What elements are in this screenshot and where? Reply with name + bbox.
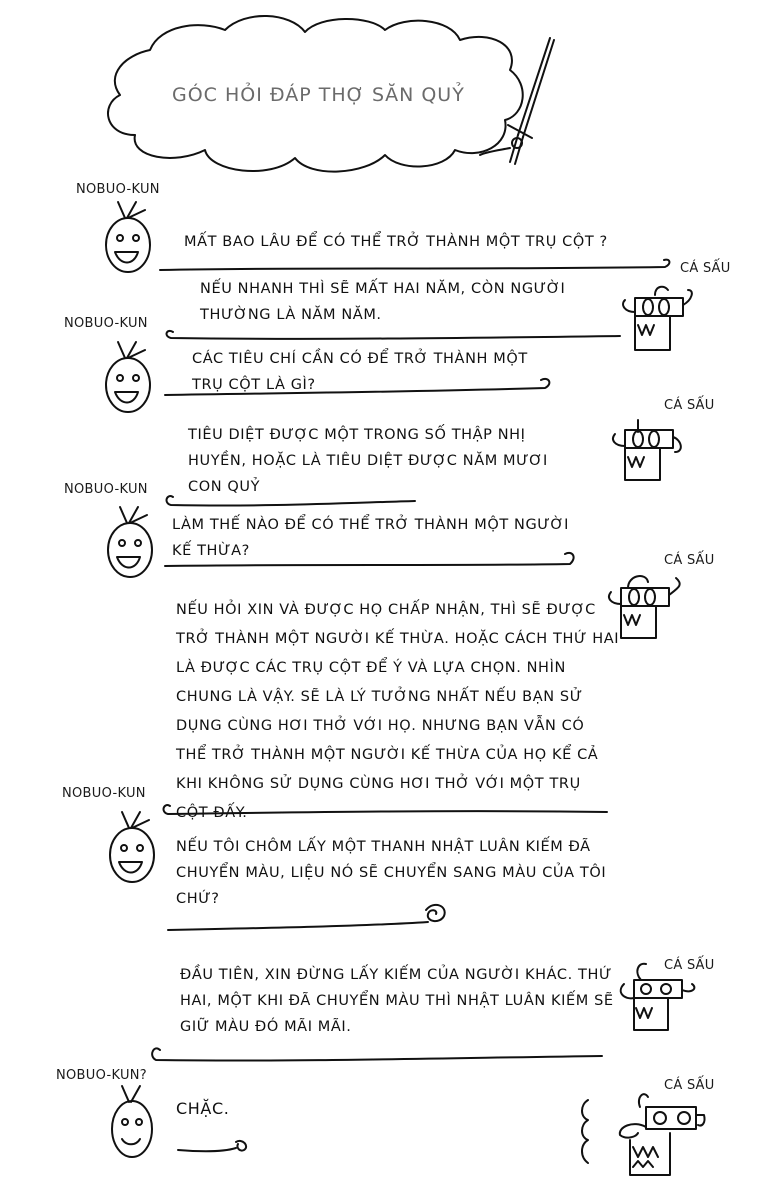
dialogue-question-4: NẾU TÔI CHÔM LẤY MỘT THANH NHẬT LUÂN KIẾM ĐÃ CHUYỂN MÀU, LIỆU NÓ SẼ CHUYỂN SANG MÀU CỦA TÔI CHỨ? bbox=[176, 839, 607, 907]
scroll-divider bbox=[165, 378, 555, 400]
speaker-label-nobuo: NOBUO-KUN bbox=[62, 786, 146, 801]
scroll-divider bbox=[165, 550, 585, 570]
scroll-divider bbox=[165, 495, 425, 509]
crocodile-face-icon bbox=[620, 280, 700, 355]
dialogue-question-3: LÀM THẾ NÀO ĐỂ CÓ THỂ TRỞ THÀNH MỘT NGƯỜI KẾ THỪA? bbox=[172, 517, 570, 559]
crocodile-face-icon bbox=[616, 960, 706, 1035]
speaker-label-casau: CÁ SẤU bbox=[664, 1078, 715, 1093]
scroll-divider bbox=[162, 804, 612, 818]
page-title: GÓC HỎI ĐÁP THỢ SĂN QUỶ bbox=[172, 84, 465, 106]
dialogue-question-1: MẤT BAO LÂU ĐỂ CÓ THỂ TRỞ THÀNH MỘT TRỤ CỘT ? bbox=[184, 234, 608, 250]
nobuo-face-icon bbox=[102, 505, 162, 585]
speaker-label-casau: CÁ SẤU bbox=[680, 261, 731, 276]
dialogue-answer-3: NẾU HỎI XIN VÀ ĐƯỢC HỌ CHẤP NHẬN, THÌ SẼ ĐƯỢC TRỞ THÀNH MỘT NGƯỜI KẾ THỪA. HOẶC CÁCH THỨ HAI LÀ ĐƯỢC CÁC TRỤ CỘT ĐỂ Ý VÀ LỰA CHỌN. NHÌN CHUNG LÀ VẬY. SẼ LÀ LÝ TƯỞNG NHẤT NẾU BẠN SỬ DỤNG CÙNG HƠI THỞ VỚI HỌ. NHƯNG BẠN VẪN CÓ THỂ TRỞ THÀNH MỘT NGƯỜI KẾ THỪA CỦA HỌ KỂ CẢ KHI KHÔNG SỬ DỤNG CÙNG HƠI THỞ VỚI MỘT TRỤ CỘT ĐẤY. bbox=[176, 602, 620, 821]
speaker-label-casau: CÁ SẤU bbox=[664, 958, 715, 973]
dialogue-question-2: CÁC TIÊU CHÍ CẦN CÓ ĐỂ TRỞ THÀNH MỘT TRỤ CỘT LÀ GÌ? bbox=[192, 351, 528, 393]
shock-lines-icon bbox=[570, 1095, 600, 1170]
speaker-label-nobuo-confused: NOBUO-KUN? bbox=[56, 1068, 147, 1083]
speaker-label-casau: CÁ SẤU bbox=[664, 553, 715, 568]
nobuo-face-icon bbox=[100, 200, 160, 280]
dialogue-answer-1: NẾU NHANH THÌ SẼ MẤT HAI NĂM, CÒN NGƯỜI THƯỜNG LÀ NĂM NĂM. bbox=[200, 281, 566, 323]
dialogue-answer-4: ĐẦU TIÊN, XIN ĐỪNG LẤY KIẾM CỦA NGƯỜI KHÁC. THỨ HAI, MỘT KHI ĐÃ CHUYỂN MÀU THÌ NHẬT LUÂN KIẾM SẼ GIỮ MÀU ĐÓ MÃI MÃI. bbox=[180, 967, 614, 1035]
nobuo-face-icon bbox=[100, 340, 160, 420]
crocodile-face-icon bbox=[610, 412, 690, 487]
crocodile-face-icon bbox=[608, 1085, 708, 1175]
scroll-divider bbox=[178, 1138, 258, 1158]
speaker-label-nobuo: NOBUO-KUN bbox=[64, 316, 148, 331]
scroll-divider bbox=[150, 1046, 610, 1066]
nobuo-face-icon bbox=[104, 810, 164, 890]
dialogue-answer-2: TIÊU DIỆT ĐƯỢC MỘT TRONG SỐ THẬP NHỊ HUYỀN, HOẶC LÀ TIÊU DIỆT ĐƯỢC NĂM MƯƠI CON QUỶ bbox=[188, 427, 548, 495]
sword-icon bbox=[490, 30, 560, 170]
scroll-divider bbox=[168, 900, 458, 936]
speaker-label-nobuo: NOBUO-KUN bbox=[76, 182, 160, 197]
scroll-divider bbox=[160, 262, 680, 274]
dialogue-final-remark: CHẶC. bbox=[176, 1099, 230, 1118]
speaker-label-casau: CÁ SẤU bbox=[664, 398, 715, 413]
speaker-label-nobuo: NOBUO-KUN bbox=[64, 482, 148, 497]
scroll-divider bbox=[165, 330, 625, 342]
nobuo-face-icon bbox=[104, 1084, 164, 1164]
